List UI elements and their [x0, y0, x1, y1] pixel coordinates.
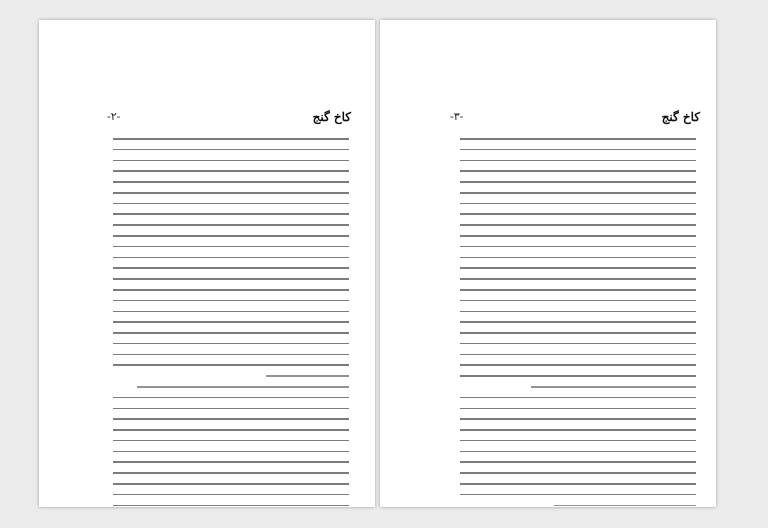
text-line [460, 494, 696, 496]
text-line [113, 451, 349, 453]
text-line [460, 418, 696, 420]
body-text [460, 138, 696, 507]
text-line [113, 429, 349, 431]
text-line [460, 181, 696, 183]
text-line [113, 364, 349, 366]
page-header [380, 110, 716, 126]
text-line [113, 343, 349, 345]
text-line [113, 397, 349, 399]
body-text [113, 138, 349, 507]
text-line [113, 246, 349, 248]
text-line [113, 321, 349, 323]
text-line [460, 364, 696, 366]
text-line [113, 203, 349, 205]
page-number: -۲- [107, 110, 121, 123]
text-line [460, 257, 696, 259]
text-line [113, 257, 349, 259]
text-line [113, 505, 349, 507]
text-line [113, 278, 349, 280]
text-line [460, 138, 696, 140]
text-line [460, 429, 696, 431]
text-line [460, 203, 696, 205]
text-line [460, 397, 696, 399]
text-line [460, 461, 696, 463]
text-line [266, 375, 349, 377]
text-line [113, 192, 349, 194]
page-left [39, 20, 375, 507]
text-line [113, 170, 349, 172]
text-line [460, 343, 696, 345]
text-line [460, 311, 696, 313]
text-line [113, 440, 349, 442]
text-line [113, 483, 349, 485]
text-line [113, 149, 349, 151]
text-line [113, 181, 349, 183]
text-line [113, 472, 349, 474]
text-line [113, 494, 349, 496]
text-line [113, 408, 349, 410]
text-line [113, 138, 349, 140]
text-line [113, 213, 349, 215]
text-line [460, 278, 696, 280]
text-line [460, 289, 696, 291]
text-line [460, 246, 696, 248]
page-header [39, 110, 375, 126]
text-line [113, 289, 349, 291]
text-line [460, 483, 696, 485]
text-line [460, 440, 696, 442]
text-line [113, 311, 349, 313]
text-line [460, 192, 696, 194]
text-line [460, 160, 696, 162]
running-title: کاخ گنج [661, 110, 700, 124]
text-line [460, 170, 696, 172]
text-line [460, 224, 696, 226]
text-line [113, 418, 349, 420]
running-title: کاخ گنج [312, 110, 351, 124]
text-line [460, 267, 696, 269]
text-line [113, 332, 349, 334]
text-line [460, 149, 696, 151]
text-line [460, 321, 696, 323]
text-line [137, 386, 349, 388]
text-line [460, 375, 696, 377]
text-line [460, 300, 696, 302]
text-line [113, 267, 349, 269]
text-line [460, 332, 696, 334]
text-line [460, 354, 696, 356]
text-line [554, 505, 696, 507]
text-line [460, 235, 696, 237]
text-line [113, 354, 349, 356]
page-right [380, 20, 716, 507]
text-line [113, 235, 349, 237]
page-number: -۳- [450, 110, 464, 123]
text-line [113, 224, 349, 226]
text-line [460, 472, 696, 474]
text-line [531, 386, 696, 388]
text-line [113, 300, 349, 302]
text-line [460, 408, 696, 410]
text-line [460, 451, 696, 453]
text-line [460, 213, 696, 215]
text-line [113, 160, 349, 162]
text-line [113, 461, 349, 463]
